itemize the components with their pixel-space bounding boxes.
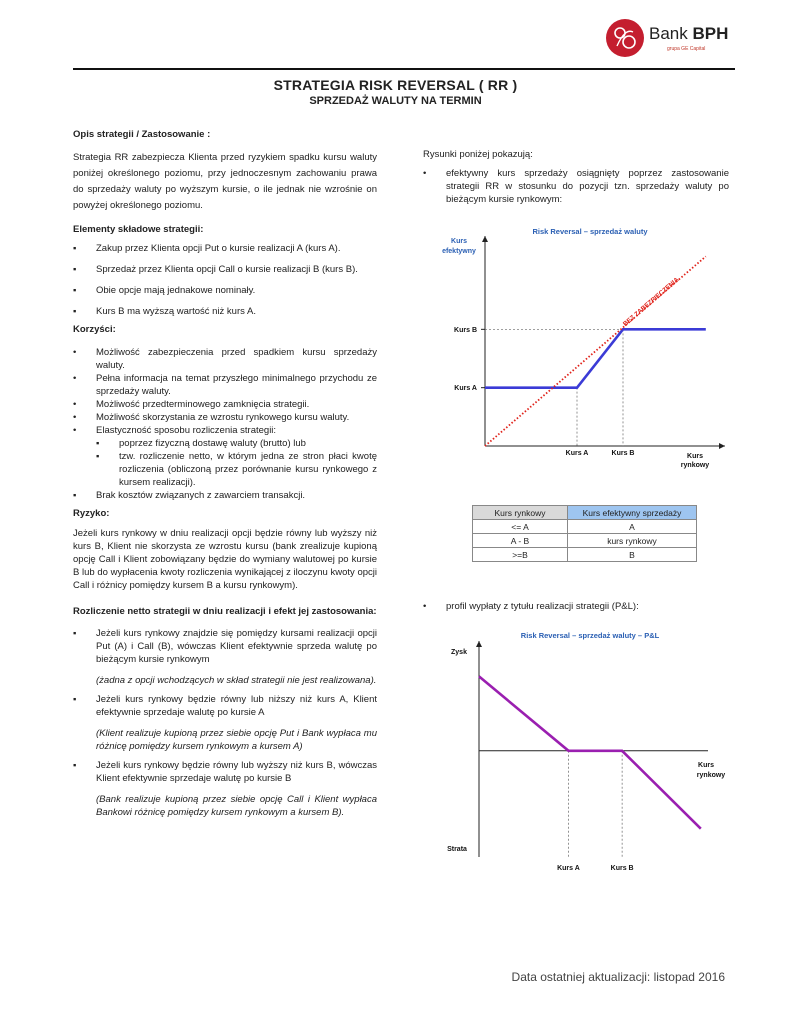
x-axis-label-line2: rynkowy bbox=[680, 462, 710, 469]
bank-logo-icon bbox=[605, 18, 645, 58]
x-tick-label: Kurs B bbox=[611, 450, 635, 457]
table-row bbox=[473, 548, 697, 562]
list-item: • Możliwość skorzystania ze wzrostu rynkowego kursu waluty. bbox=[73, 412, 350, 423]
list-item: • Elastyczność sposobu rozliczenia strategii: ▪ poprzez fizyczną dostawę waluty (brutto) lub ▪ tzw. rozliczenie netto, w którym jedna ze stron płaci kwotę rozliczenia (obliczoną przez porównanie kursu rynkowego z kursem realizacji). bbox=[73, 425, 377, 488]
risk-reversal-line bbox=[485, 329, 706, 387]
list-item: ▪ Sprzedaż przez Klienta opcji Call o kursie realizacji B (kurs B). bbox=[73, 264, 358, 275]
list-item: ▪ poprzez fizyczną dostawę waluty (brutto) lub bbox=[96, 438, 306, 449]
settlement-list bbox=[73, 627, 377, 819]
pnl-chart bbox=[423, 627, 733, 879]
chart-title: Risk Reversal – sprzedaż waluty – P&L bbox=[520, 631, 660, 640]
list-item: • Możliwość przedterminowego zamknięcia strategii. bbox=[73, 399, 310, 410]
list-item: ▪ Zakup przez Klienta opcji Put o kursie realizacji A (kurs A). bbox=[73, 243, 341, 254]
table-cell: >=B bbox=[473, 548, 568, 562]
list-item: • Możliwość zabezpieczenia przed spadkiem kursu sprzedaży waluty. bbox=[73, 347, 377, 371]
description-heading: Opis strategii / Zastosowanie : bbox=[73, 129, 211, 140]
figure-bullet-1 bbox=[423, 167, 729, 206]
list-item: ▪ tzw. rozliczenie netto, w którym jedna ze stron płaci kwotę rozliczenia (obliczoną przez porównanie kursu rynkowego z kursem realizacji). bbox=[96, 451, 377, 488]
y-axis-label-bottom: Strata bbox=[447, 846, 467, 853]
table-header: Kurs efektywny sprzedaży bbox=[568, 506, 697, 520]
settlement-note: (żadna z opcji wchodzących w skład strategii nie jest realizowana). bbox=[96, 675, 377, 686]
x-axis-label-line1: Kurs bbox=[687, 453, 703, 460]
figure-bullet-2 bbox=[423, 600, 729, 613]
risk-heading: Ryzyko: bbox=[73, 508, 110, 519]
table-row bbox=[473, 520, 697, 534]
elements-list bbox=[73, 242, 377, 318]
table-header-row bbox=[473, 506, 697, 520]
unhedged-line-label: BEZ ZABEZPIECZENIA bbox=[622, 276, 681, 328]
table-row bbox=[473, 534, 697, 548]
list-item: ▪ Jeżeli kurs rynkowy będzie równy lub wyższy niż kurs B, wówczas Klient efektywnie sprzedaje walutę po kursie B (Bank realizuje kupioną przez siebie opcję Call i Klient wypłaca Bankowi różnicę pomiędzy kursem rynkowym a kursem B). bbox=[73, 760, 377, 818]
last-updated: Data ostatniej aktualizacji: listopad 2016 bbox=[511, 970, 725, 984]
pnl-line bbox=[479, 676, 701, 828]
y-tick-label: Kurs A bbox=[454, 385, 477, 393]
list-item: ▪ Kurs B ma wyższą wartość niż kurs A. bbox=[73, 306, 256, 317]
y-axis-label-line1: Kurs bbox=[451, 238, 467, 245]
settlement-heading: Rozliczenie netto strategii w dniu realizacji i efekt jej zastosowania: bbox=[73, 606, 377, 617]
y-axis-label-top: Zysk bbox=[451, 649, 467, 656]
figures-intro: Rysunki poniżej pokazują: bbox=[423, 149, 533, 160]
settlement-method-list bbox=[96, 437, 377, 489]
effective-rate-table bbox=[472, 505, 697, 562]
chart-title: Risk Reversal – sprzedaż waluty bbox=[532, 227, 648, 236]
list-item: • profil wypłaty z tytułu realizacji strategii (P&L): bbox=[423, 601, 639, 612]
header-rule bbox=[73, 68, 735, 70]
list-item: ▪ Brak kosztów związanych z zawarciem transakcji. bbox=[73, 490, 306, 501]
x-axis-label-line1: Kurs bbox=[698, 762, 714, 769]
table-cell: <= A bbox=[473, 520, 568, 534]
description-text: Strategia RR zabezpiecza Klienta przed ryzykiem spadku kursu waluty poniżej określonego poziomu, przy jednoczesnym zachowaniu prawa do sprzedaży waluty po wyższym kursie, o ile jednak nie wzrośnie on powyżej określonego poziomu. bbox=[73, 152, 377, 211]
settlement-note: (Bank realizuje kupioną przez siebie opcję Call i Klient wypłaca Bankowi różnicę pomiędzy kursem rynkowym a kursem B). bbox=[96, 794, 377, 818]
table-cell: B bbox=[568, 548, 697, 562]
y-axis-arrow bbox=[476, 641, 482, 647]
list-item: ▪ Obie opcje mają jednakowe nominały. bbox=[73, 285, 256, 296]
x-axis-arrow bbox=[719, 443, 725, 449]
list-item: ▪ Jeżeli kurs rynkowy będzie równy lub niższy niż kurs A, Klient efektywnie sprzedaje walutę po kursie A (Klient realizuje kupioną przez siebie opcję Put i Bank wypłaca mu różnicę pomiędzy kursem rynkowym a kursem A) bbox=[73, 694, 377, 752]
effective-rate-chart bbox=[423, 222, 733, 474]
benefits-list bbox=[73, 346, 377, 502]
page-title: STRATEGIA RISK REVERSAL ( RR ) bbox=[273, 77, 518, 93]
table-cell: A - B bbox=[473, 534, 568, 548]
x-axis-label-line2: rynkowy bbox=[696, 772, 726, 779]
y-axis-label-line2: efektywny bbox=[442, 248, 476, 255]
list-item: • Pełna informacja na temat przyszłego minimalnego przychodu ze sprzedaży waluty. bbox=[73, 373, 377, 397]
elements-heading: Elementy składowe strategii: bbox=[73, 224, 204, 235]
x-tick-label: Kurs A bbox=[557, 865, 580, 872]
table-cell: kurs rynkowy bbox=[568, 534, 697, 548]
bank-logo bbox=[605, 16, 735, 60]
risk-text: Jeżeli kurs rynkowy w dniu realizacji opcji będzie równy lub wyższy niż kurs B, Klient nie skorzysta ze wzrostu kursu (bank zrealizuje kupioną opcję Call i Klient zobowiązany będzie do wymiany walutowej po kursie B lub do wypłacenia kwoty rozliczenia wynikającej z iloczynu kwoty opcji Call i różnicy pomiędzy kursem B a kursu rynkowym). bbox=[73, 528, 377, 591]
y-tick-label: Kurs B bbox=[454, 326, 477, 334]
page-subtitle: SPRZEDAŻ WALUTY NA TERMIN bbox=[309, 95, 482, 107]
bank-logo-text: Bank BPH bbox=[649, 24, 729, 43]
benefits-heading: Korzyści: bbox=[73, 324, 116, 335]
settlement-note: (Klient realizuje kupioną przez siebie opcję Put i Bank wypłaca mu różnicę pomiędzy kursem rynkowym a kursem A) bbox=[96, 728, 377, 752]
x-tick-label: Kurs A bbox=[565, 450, 589, 457]
list-item: ▪ Jeżeli kurs rynkowy znajdzie się pomiędzy kursami realizacji opcji Put (A) i Call (B), wówczas Klient efektywnie sprzeda walutę po bieżącym kursie rynkowym (żadna z opcji wchodzących w skład strategii nie jest realizowana). bbox=[73, 628, 377, 686]
table-header: Kurs rynkowy bbox=[473, 506, 568, 520]
x-tick-label: Kurs B bbox=[610, 865, 634, 872]
y-axis-arrow bbox=[482, 236, 488, 242]
bank-logo-tagline: grupa GE Capital bbox=[667, 46, 706, 52]
list-item: • efektywny kurs sprzedaży osiągnięty poprzez zastosowanie strategii RR w stosunku do pozycji tzn. sprzedaży waluty po bieżącym kursie rynkowym: bbox=[423, 168, 729, 205]
table-cell: A bbox=[568, 520, 697, 534]
